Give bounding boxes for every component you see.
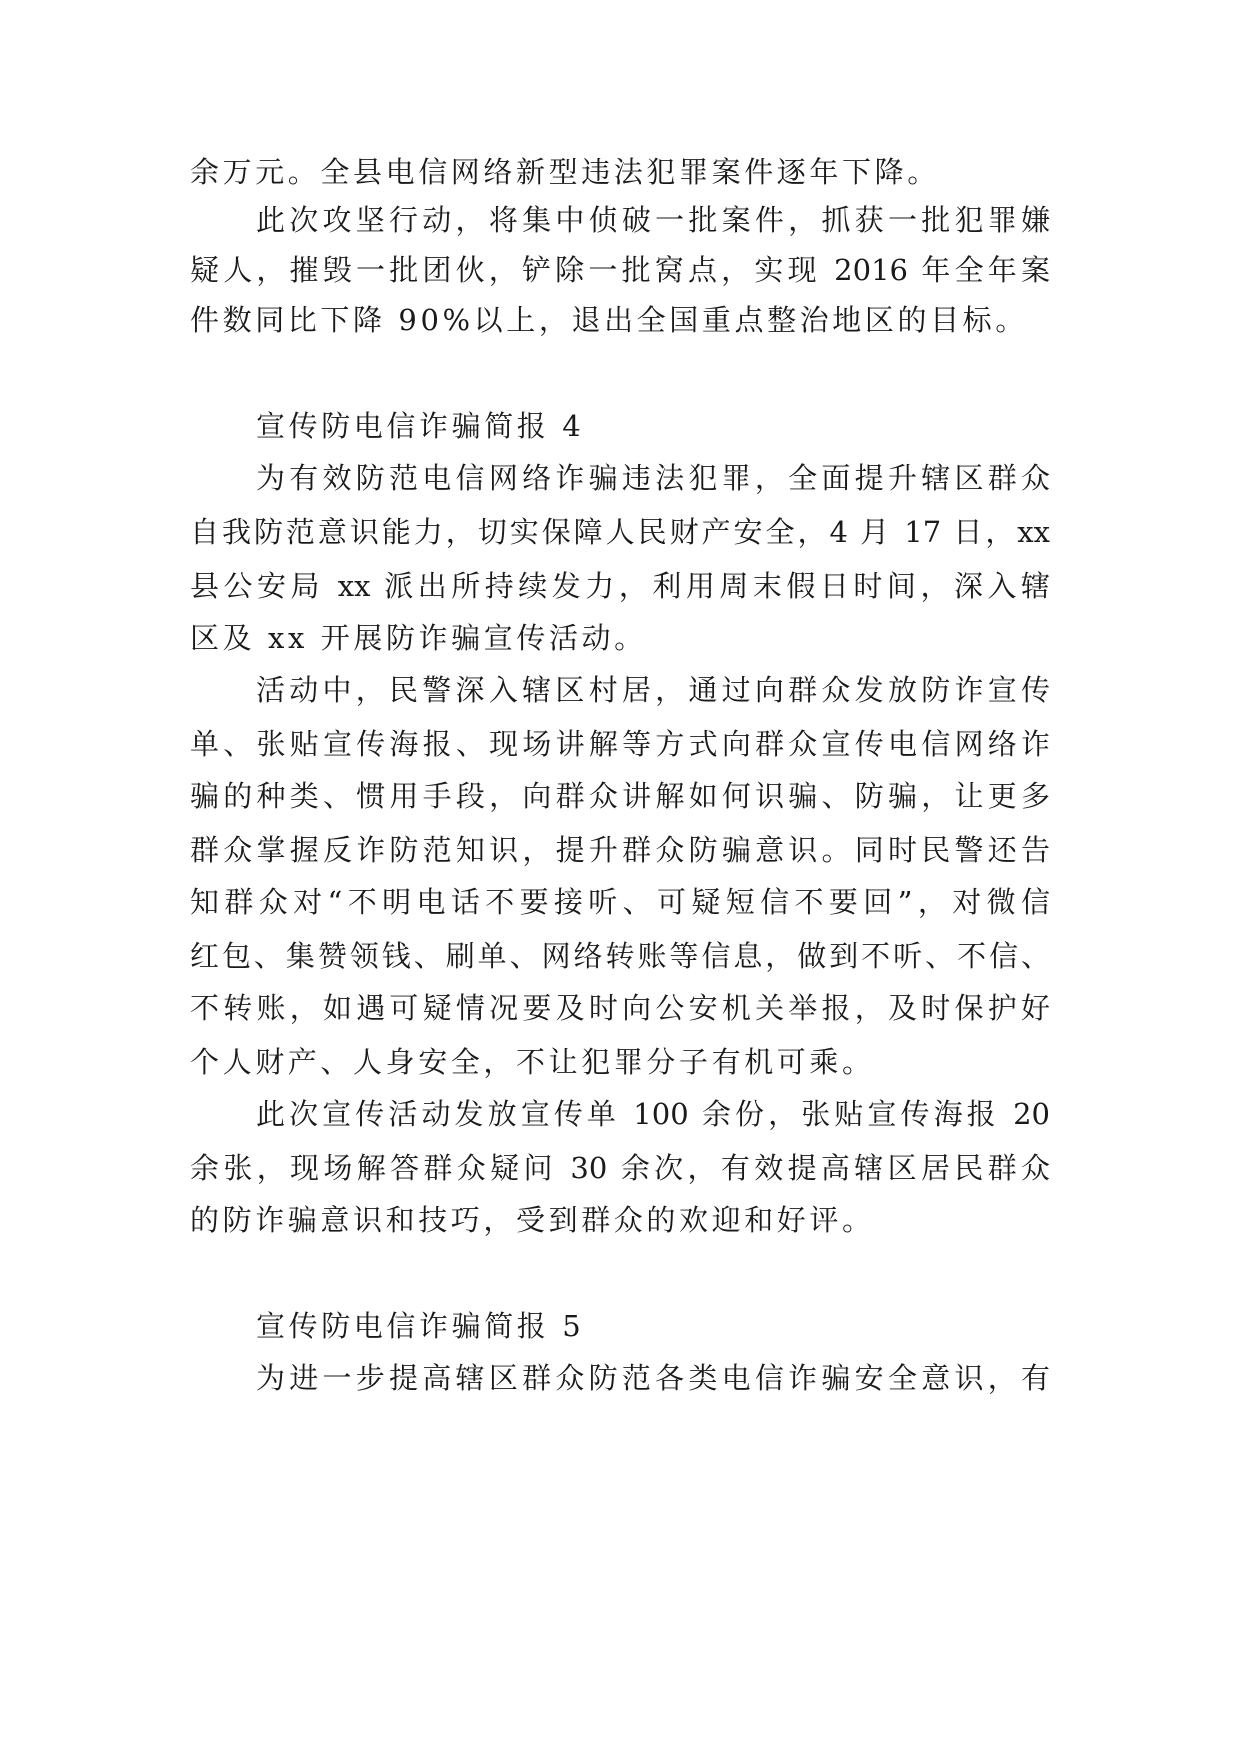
section-heading-4: 宣传防电信诈骗简报 4 [256, 409, 585, 443]
paragraph-line: 此次宣传活动发放宣传单 100 余份，张贴宣传海报 20 [256, 1097, 1050, 1131]
paragraph-line: 此次攻坚行动，将集中侦破一批案件，抓获一批犯罪嫌 [256, 203, 1050, 237]
paragraph-line: 个人财产、人身安全，不让犯罪分子有机可乘。 [190, 1045, 875, 1079]
paragraph-line: 知群众对“不明电话不要接听、可疑短信不要回”，对微信 [190, 885, 1050, 919]
paragraph-line: 县公安局 xx 派出所持续发力，利用周末假日时间，深入辖 [190, 569, 1050, 603]
paragraph-line: 件数同比下降 90%以上，退出全国重点整治地区的目标。 [190, 303, 1028, 337]
paragraph-line: 为有效防范电信网络诈骗违法犯罪，全面提升辖区群众 [256, 461, 1050, 495]
paragraph-line: 红包、集赞领钱、刷单、网络转账等信息，做到不听、不信、 [190, 939, 1050, 973]
paragraph-line: 为进一步提高辖区群众防范各类电信诈骗安全意识，有 [256, 1361, 1050, 1395]
paragraph-line: 余万元。全县电信网络新型违法犯罪案件逐年下降。 [190, 155, 940, 189]
paragraph-line: 骗的种类、惯用手段，向群众讲解如何识骗、防骗，让更多 [190, 779, 1050, 813]
paragraph-line: 群众掌握反诈防范知识，提升群众防骗意识。同时民警还告 [190, 833, 1050, 867]
paragraph-line: 的防诈骗意识和技巧，受到群众的欢迎和好评。 [190, 1203, 875, 1237]
paragraph-line: 疑人，摧毁一批团伙，铲除一批窝点，实现 2016 年全年案 [190, 253, 1050, 287]
paragraph-line: 区及 xx 开展防诈骗宣传活动。 [190, 621, 647, 655]
paragraph-line: 单、张贴宣传海报、现场讲解等方式向群众宣传电信网络诈 [190, 727, 1050, 761]
section-heading-5: 宣传防电信诈骗简报 5 [256, 1309, 585, 1343]
paragraph-line: 自我防范意识能力，切实保障人民财产安全，4 月 17 日，xx [190, 515, 1050, 549]
paragraph-line: 余张，现场解答群众疑问 30 余次，有效提高辖区居民群众 [190, 1151, 1050, 1185]
paragraph-line: 不转账，如遇可疑情况要及时向公安机关举报，及时保护好 [190, 991, 1050, 1025]
paragraph-line: 活动中，民警深入辖区村居，通过向群众发放防诈宣传 [256, 673, 1050, 707]
